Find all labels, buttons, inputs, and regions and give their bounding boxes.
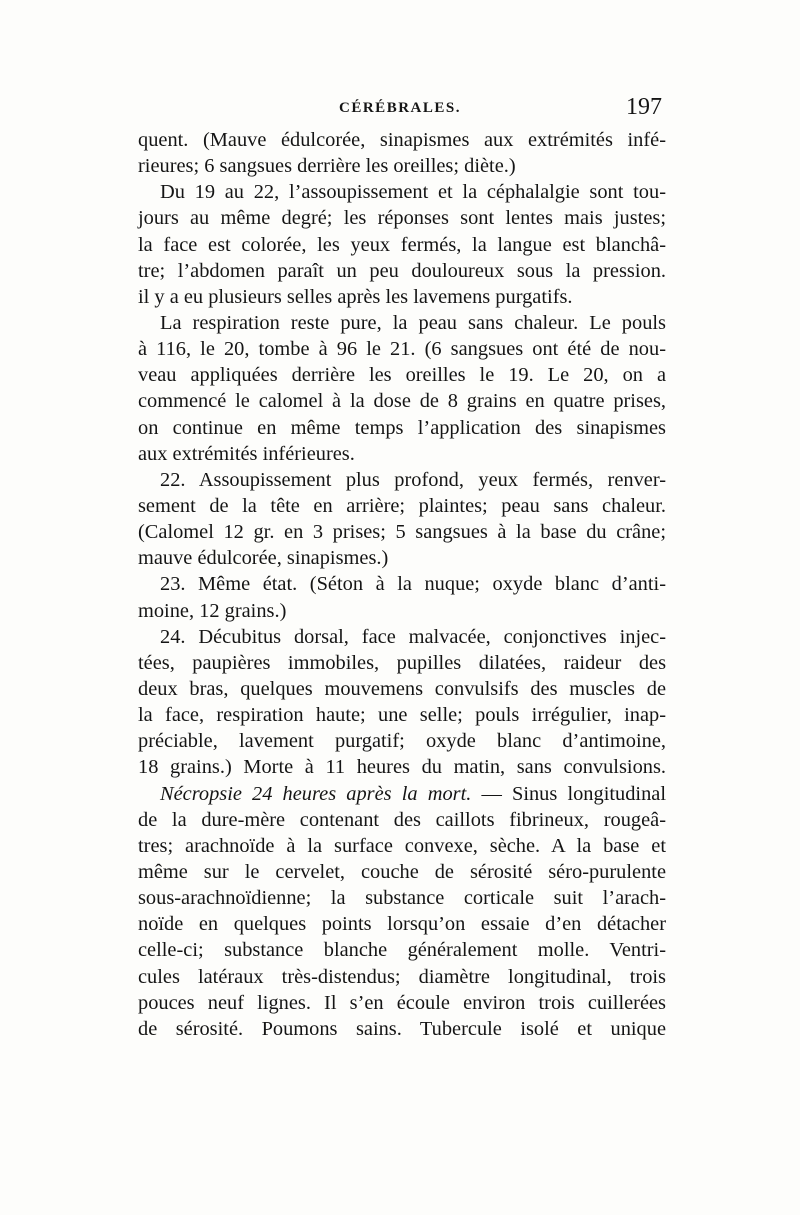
text-line: tées, paupières immobiles, pupilles dilatées, raideur des [138, 651, 666, 674]
text-line: tre; l’abdomen paraît un peu douloureux sous la pression. [138, 259, 666, 282]
line-text: — Sinus longitudinal [471, 782, 666, 805]
text-line: jours au même degré; les réponses sont lentes mais justes; [138, 207, 666, 230]
running-head [138, 96, 662, 126]
italic-heading: Nécropsie 24 heures après la mort. [160, 782, 472, 805]
text-line: (Calomel 12 gr. en 3 prises; 5 sangsues à la base du crâne; [138, 521, 666, 544]
text-line: même sur le cervelet, couche de sérosité séro-purulente [138, 860, 666, 883]
text-line: de la dure-mère contenant des caillots fibrineux, rougeâ- [138, 808, 666, 831]
text-line: 18 grains.) Morte à 11 heures du matin, sans convulsions. [138, 756, 666, 779]
text-line [138, 781, 666, 807]
text-line: Du 19 au 22, l’assoupissement et la céphalalgie sont tou- [160, 181, 666, 204]
text-line: à 116, le 20, tombe à 96 le 21. (6 sangsues ont été de nou- [138, 338, 666, 361]
text-line: préciable, lavement purgatif; oxyde blanc d’antimoine, [138, 730, 666, 753]
text-line: La respiration reste pure, la peau sans chaleur. Le pouls [160, 311, 666, 334]
text-line: la face, respiration haute; une selle; pouls irrégulier, inap- [138, 704, 666, 727]
text-line: noïde en quelques points lorsqu’on essaie d’en détacher [138, 913, 666, 936]
page-number: 197 [626, 94, 662, 120]
text-line: mauve édulcorée, sinapismes.) [138, 547, 389, 570]
text-line: il y a eu plusieurs selles après les lavemens purgatifs. [138, 285, 573, 308]
text-line: sous-arachnoïdienne; la substance corticale suit l’arach- [138, 887, 666, 910]
running-title: CÉRÉBRALES. [339, 100, 461, 116]
text-line: 22. Assoupissement plus profond, yeux fermés, renver- [160, 468, 666, 491]
text-line: quent. (Mauve édulcorée, sinapismes aux extrémités infé- [138, 129, 666, 151]
text-line: pouces neuf lignes. Il s’en écoule environ trois cuillerées [138, 991, 666, 1014]
body-text [138, 127, 666, 1042]
text-line: commencé le calomel à la dose de 8 grains en quatre prises, [138, 390, 666, 413]
text-line: 23. Même état. (Séton à la nuque; oxyde blanc d’anti- [160, 573, 666, 596]
text-line: moine, 12 grains.) [138, 599, 287, 622]
text-line: aux extrémités inférieures. [138, 442, 355, 465]
text-line: veau appliquées derrière les oreilles le 19. Le 20, on a [138, 364, 666, 387]
text-line: de sérosité. Poumons sains. Tubercule isolé et unique [138, 1017, 666, 1040]
text-line: rieures; 6 sangsues derrière les oreilles; diète.) [138, 155, 516, 178]
text-line: 24. Décubitus dorsal, face malvacée, conjonctives injec- [160, 625, 666, 648]
text-line: on continue en même temps l’application des sinapismes [138, 416, 666, 439]
text-line: celle-ci; substance blanche généralement molle. Ventri- [138, 939, 666, 962]
text-line: deux bras, quelques mouvemens convulsifs des muscles de [138, 677, 666, 700]
text-line: la face est colorée, les yeux fermés, la langue est blanchâ- [138, 233, 666, 256]
text-line: tres; arachnoïde à la surface convexe, sèche. A la base et [138, 834, 666, 857]
text-line: sement de la tête en arrière; plaintes; peau sans chaleur. [138, 494, 666, 517]
text-line: cules latéraux très-distendus; diamètre longitudinal, trois [138, 965, 666, 988]
